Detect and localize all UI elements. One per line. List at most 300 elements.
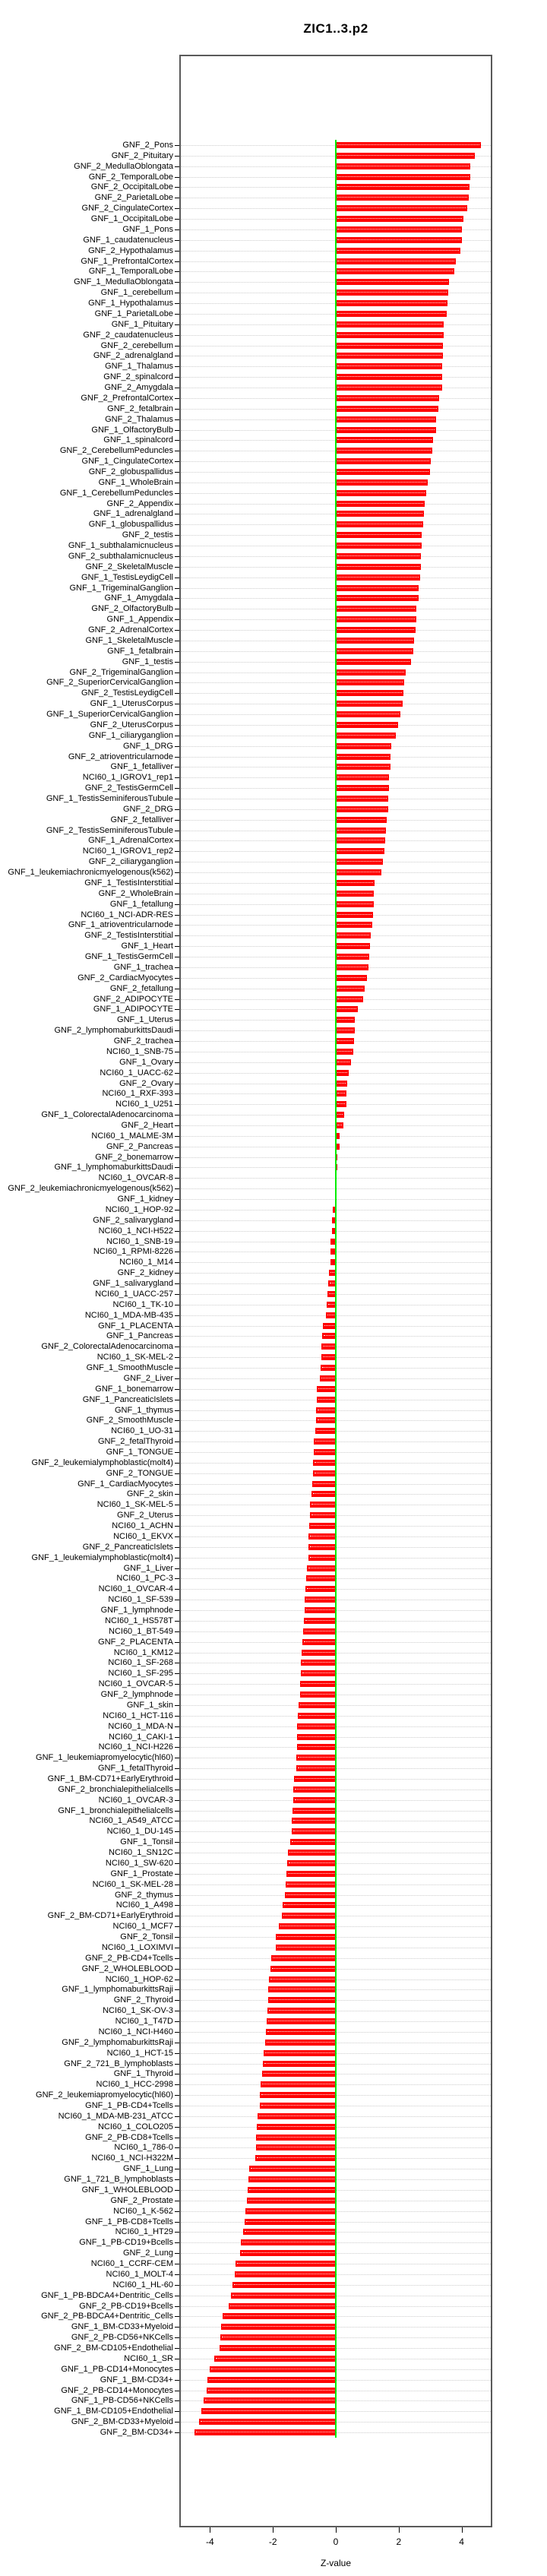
bar-highlight-dots (311, 1525, 334, 1526)
row-tick (175, 1125, 179, 1126)
row-label: GNF_2_Tonsil (120, 1932, 173, 1942)
row-tick (175, 2242, 179, 2243)
row-label: GNF_2_PB-CD56+NKCells (71, 2333, 173, 2343)
bar (299, 1702, 336, 1708)
bar-highlight-dots (306, 1609, 334, 1610)
bar-highlight-dots (337, 144, 479, 145)
row-tick (175, 229, 179, 230)
bar-highlight-dots (330, 1272, 334, 1273)
row-tick (175, 1093, 179, 1094)
bar (336, 638, 414, 644)
bar (308, 1533, 336, 1540)
bar (286, 1881, 336, 1888)
row-label: GNF_1_bonemarrow (95, 1384, 173, 1394)
bar-highlight-dots (337, 355, 441, 356)
row-label: GNF_1_TrigeminalGanglion (69, 583, 173, 593)
row-label: NCI60_1_DU-145 (106, 1827, 173, 1837)
row-tick (175, 282, 179, 283)
x-axis-tick (336, 2527, 337, 2533)
bar-highlight-dots (242, 2252, 334, 2253)
bar-highlight-dots (216, 2358, 334, 2359)
bar-highlight-dots (208, 2390, 334, 2391)
row-label: GNF_1_PB-CD56+NKCells (71, 2396, 173, 2406)
row-label: GNF_1_salivarygland (93, 1279, 173, 1289)
row-label: GNF_2_ColorectalAdenocarcinoma (41, 1342, 173, 1352)
bar-highlight-dots (289, 1852, 334, 1853)
bar-highlight-dots (310, 1557, 334, 1558)
row-tick (175, 1515, 179, 1516)
row-tick (175, 883, 179, 884)
row-tick (175, 1283, 179, 1284)
row-tick (175, 556, 179, 557)
bar-highlight-dots (337, 1051, 352, 1052)
row-tick (175, 1811, 179, 1812)
row-label: GNF_2_spinalcord (103, 372, 173, 382)
bar (336, 880, 375, 886)
bar-highlight-dots (317, 1430, 334, 1431)
row-tick (175, 219, 179, 220)
bar-highlight-dots (234, 2284, 334, 2285)
row-label: GNF_1_cerebellum (100, 288, 173, 298)
row-tick (175, 1062, 179, 1063)
row-label: GNF_1_SuperiorCervicalGanglion (46, 710, 173, 720)
row-tick (175, 493, 179, 494)
row-tick (175, 2116, 179, 2117)
row-label: NCI60_1_SF-539 (108, 1595, 173, 1605)
bar-highlight-dots (337, 735, 394, 736)
row-label: NCI60_1_COLO205 (97, 2122, 173, 2131)
row-label: GNF_1_PB-CD14+Monocytes (61, 2364, 173, 2374)
bar (204, 2397, 336, 2404)
bar (248, 2176, 336, 2182)
row-label: GNF_1_CerebellumPeduncles (59, 488, 173, 498)
row-tick (175, 271, 179, 272)
row-tick (175, 1410, 179, 1411)
row-tick (175, 1673, 179, 1674)
row-tick (175, 261, 179, 262)
bar (320, 1375, 336, 1381)
bar (260, 2092, 336, 2098)
bar-highlight-dots (337, 155, 473, 156)
bar (236, 2261, 336, 2267)
row-label: NCI60_1_HOP-62 (105, 1974, 173, 1984)
bar-highlight-dots (295, 1789, 334, 1790)
row-tick (175, 1315, 179, 1316)
bar-highlight-dots (267, 2031, 334, 2032)
bar-highlight-dots (304, 1641, 334, 1642)
row-tick (175, 1389, 179, 1390)
row-tick (175, 1578, 179, 1579)
bar (296, 1765, 336, 1771)
row-label: GNF_2_subthalamicnucleus (68, 551, 173, 561)
bar-highlight-dots (337, 1040, 353, 1041)
bar-highlight-dots (337, 1008, 356, 1009)
row-label: NCI60_1_SK-MEL-2 (96, 1353, 173, 1362)
bar (207, 2388, 336, 2394)
bar (290, 1839, 336, 1845)
row-label: NCI60_1_MDA-MB-231_ATCC (58, 2111, 173, 2121)
row-tick (175, 925, 179, 926)
bar-highlight-dots (283, 1915, 334, 1916)
bar-highlight-dots (337, 1103, 345, 1104)
row-label: GNF_2_lymphomaburkittsDaudi (54, 1026, 173, 1036)
bar-highlight-dots (337, 513, 422, 514)
row-label: GNF_1_ciliaryganglion (88, 730, 173, 740)
row-tick (175, 1484, 179, 1485)
bar (310, 1512, 336, 1518)
bar-highlight-dots (286, 1894, 334, 1895)
bar-highlight-dots (294, 1810, 334, 1811)
row-label: GNF_1_Liver (123, 1563, 173, 1573)
row-tick (175, 809, 179, 810)
row-label: GNF_1_PB-CD8+Tcells (85, 2217, 173, 2226)
row-label: GNF_1_BM-CD34+ (100, 2375, 173, 2385)
bar (336, 964, 368, 970)
bar (240, 2250, 336, 2256)
row-label: GNF_1_leukemialymphoblastic(molt4) (31, 1552, 173, 1562)
row-tick (175, 2337, 179, 2338)
row-label: GNF_2_fetalbrain (107, 403, 173, 413)
bar-highlight-dots (302, 1683, 334, 1684)
row-tick (175, 2253, 179, 2254)
row-label: GNF_2_CardiacMyocytes (77, 973, 173, 983)
bar (276, 1934, 336, 1940)
row-tick (175, 999, 179, 1000)
row-label: GNF_2_TestisSeminiferousTubule (46, 825, 173, 835)
bar (292, 1808, 336, 1814)
row-tick (175, 1009, 179, 1010)
row-label: GNF_2_TestisGermCell (84, 783, 173, 793)
row-label: GNF_1_fetallung (109, 899, 173, 909)
row-label: NCI60_1_T47D (115, 2017, 173, 2027)
bar-highlight-dots (315, 1451, 334, 1452)
bar (336, 353, 443, 359)
bar-highlight-dots (337, 766, 389, 767)
row-label: NCI60_1_CAKI-1 (109, 1732, 173, 1742)
bar (336, 837, 385, 843)
row-label: GNF_1_UterusCorpus (90, 699, 173, 709)
row-label: NCI60_1_IGROV1_rep2 (82, 847, 173, 856)
row-tick (175, 2084, 179, 2085)
row-label: GNF_1_lymphnode (100, 1606, 173, 1616)
row-label: NCI60_1_PC-3 (116, 1574, 173, 1584)
bar-highlight-dots (337, 376, 441, 377)
row-label: GNF_1_Pituitary (111, 319, 173, 329)
row-label: NCI60_1_HCC-2998 (96, 2080, 173, 2090)
row-tick (175, 335, 179, 336)
bar-highlight-dots (221, 2347, 334, 2348)
bar-highlight-dots (258, 2137, 334, 2138)
row-label: GNF_1_BM-CD105+Endothelial (54, 2407, 173, 2416)
row-tick (175, 1895, 179, 1896)
bar-highlight-dots (337, 239, 460, 240)
row-tick (175, 915, 179, 916)
row-label: GNF_1_Thalamus (105, 362, 173, 372)
row-tick (175, 2274, 179, 2275)
row-label: GNF_2_Hypothalamus (88, 245, 173, 255)
row-label: GNF_2_PB-CD14+Monocytes (61, 2385, 173, 2395)
row-label: GNF_1_CingulateCortex (81, 457, 173, 467)
bar-highlight-dots (322, 1367, 334, 1368)
bar (323, 1323, 336, 1329)
bar (210, 2366, 336, 2372)
bar (336, 184, 470, 190)
row-label: GNF_2_OccipitalLobe (90, 182, 173, 192)
bar (298, 1713, 336, 1719)
bar-highlight-dots (337, 724, 397, 725)
bar (305, 1607, 336, 1613)
row-label: GNF_1_Pons (122, 224, 173, 234)
bar-highlight-dots (337, 882, 373, 883)
bar (336, 385, 442, 391)
bar (336, 659, 411, 665)
row-label: NCI60_1_IGROV1_rep1 (82, 773, 173, 783)
bar (309, 1523, 336, 1529)
row-tick (175, 524, 179, 525)
bar-highlight-dots (289, 1862, 334, 1863)
bar (308, 1544, 336, 1550)
row-tick (175, 777, 179, 778)
row-tick (175, 1547, 179, 1548)
row-tick (175, 1831, 179, 1832)
row-tick (175, 978, 179, 979)
row-tick (175, 2127, 179, 2128)
row-label: GNF_2_OlfactoryBulb (91, 604, 173, 614)
bar-highlight-dots (337, 292, 447, 293)
bar-highlight-dots (337, 281, 447, 282)
row-tick (175, 967, 179, 968)
row-label: GNF_2_Lung (122, 2248, 173, 2258)
row-tick (175, 1273, 179, 1274)
bar (336, 237, 462, 243)
row-tick (175, 1589, 179, 1590)
bar (336, 1017, 355, 1023)
bar (336, 1006, 358, 1012)
bar-highlight-dots (267, 2042, 334, 2043)
bar (336, 848, 384, 854)
bar (336, 268, 454, 274)
row-label: NCI60_1_UACC-62 (100, 1068, 173, 1078)
bar (336, 796, 388, 802)
bar (336, 501, 425, 507)
row-tick (175, 1431, 179, 1432)
row-label: NCI60_1_EKVX (113, 1531, 173, 1541)
row-label: GNF_2_TestisInterstitial (84, 931, 173, 941)
bar (336, 711, 400, 717)
row-tick (175, 1188, 179, 1189)
bar (336, 1081, 347, 1087)
bar (336, 458, 431, 464)
bar (336, 248, 460, 254)
row-tick (175, 1463, 179, 1464)
row-tick (175, 2285, 179, 2286)
row-label: GNF_2_BM-CD105+Endothelial (54, 2343, 173, 2353)
bar (248, 2187, 336, 2193)
row-tick (175, 662, 179, 663)
x-axis-tick (462, 2527, 463, 2533)
bar-highlight-dots (272, 1968, 334, 1969)
row-label: GNF_2_PLACENTA (98, 1637, 173, 1647)
row-label: GNF_2_TemporalLobe (88, 172, 173, 182)
row-label: GNF_2_BM-CD33+Myeloid (71, 2417, 173, 2427)
row-tick (175, 2064, 179, 2065)
row-tick (175, 187, 179, 188)
bar-highlight-dots (299, 1736, 334, 1737)
row-tick (175, 208, 179, 209)
row-label: NCI60_1_NCI-ADR-RES (81, 910, 173, 919)
row-label: NCI60_1_HCT-15 (106, 2048, 173, 2058)
row-label: GNF_1_TestisSeminiferousTubule (46, 794, 173, 803)
row-label: GNF_2_PrefrontalCortex (81, 393, 173, 403)
bar (336, 754, 390, 760)
row-tick (175, 2000, 179, 2001)
bar-highlight-dots (237, 2263, 334, 2264)
bar (304, 1618, 336, 1624)
bar (336, 469, 430, 475)
bar (265, 2040, 336, 2046)
row-label: NCI60_1_MDA-N (108, 1721, 173, 1731)
bar (223, 2313, 336, 2319)
bar-highlight-dots (298, 1757, 334, 1758)
row-tick (175, 1536, 179, 1537)
bar-highlight-dots (270, 1999, 334, 2000)
bar-highlight-dots (337, 914, 372, 915)
bar (312, 1481, 336, 1487)
zero-line (335, 140, 337, 2438)
row-tick (175, 1452, 179, 1453)
row-label: NCI60_1_786-0 (114, 2143, 173, 2153)
row-tick (175, 2095, 179, 2096)
row-tick (175, 409, 179, 410)
x-axis-tick (399, 2527, 400, 2533)
row-tick (175, 1262, 179, 1263)
row-label: GNF_1_BM-CD33+Myeloid (71, 2322, 173, 2332)
bar-highlight-dots (305, 1620, 334, 1621)
bar-highlight-dots (323, 1346, 334, 1347)
bar (336, 363, 442, 369)
row-tick (175, 746, 179, 747)
row-tick (175, 1842, 179, 1843)
row-label: GNF_1_fetalliver (110, 762, 173, 772)
bar (336, 479, 428, 486)
bar (300, 1681, 336, 1687)
row-label: NCI60_1_TK-10 (112, 1299, 173, 1309)
row-label: NCI60_1_MCF7 (112, 1922, 173, 1932)
row-label: GNF_2_Amygdala (104, 383, 173, 393)
bar-highlight-dots (287, 1884, 334, 1885)
bar (310, 1502, 336, 1508)
row-tick (175, 2411, 179, 2412)
bar (321, 1354, 336, 1360)
bar-highlight-dots (337, 703, 401, 704)
row-tick (175, 1104, 179, 1105)
row-label: GNF_1_Ovary (119, 1057, 173, 1067)
bar (293, 1797, 336, 1803)
row-label: NCI60_1_A549_ATCC (89, 1816, 173, 1826)
x-axis-label: Z-value (320, 2558, 351, 2568)
bar (229, 2303, 336, 2309)
bar-highlight-dots (209, 2379, 334, 2380)
row-label: GNF_1_OccipitalLobe (90, 214, 173, 224)
row-label: GNF_1_TestisInterstitial (84, 878, 173, 888)
bar-highlight-dots (337, 661, 409, 662)
row-label: NCI60_1_NCI-H460 (98, 2027, 173, 2036)
row-tick (175, 2369, 179, 2370)
row-tick (175, 1979, 179, 1980)
bar-highlight-dots (284, 1904, 334, 1905)
bar (301, 1660, 336, 1666)
bar (336, 1101, 346, 1107)
bar (336, 1049, 353, 1055)
bar (305, 1597, 336, 1603)
bar-highlight-dots (248, 2200, 334, 2201)
row-label: GNF_2_Heart (121, 1121, 173, 1130)
bar-highlight-dots (337, 197, 467, 198)
row-tick (175, 2021, 179, 2022)
row-label: GNF_2_cerebellum (100, 340, 173, 350)
bar-highlight-dots (310, 1546, 334, 1547)
bar-highlight-dots (337, 977, 365, 978)
row-label: GNF_2_caudatenucleus (83, 330, 173, 340)
bar-highlight-dots (264, 2073, 334, 2074)
bar (336, 828, 386, 834)
row-label: GNF_1_spinalcord (103, 435, 173, 445)
row-label: GNF_2_CerebellumPeduncles (59, 446, 173, 456)
row-label: NCI60_1_SNB-75 (106, 1046, 173, 1056)
bar-highlight-dots (314, 1483, 334, 1484)
bar (336, 975, 367, 981)
row-tick (175, 725, 179, 726)
bar (336, 521, 423, 527)
row-label: GNF_2_Uterus (117, 1511, 173, 1521)
bar (263, 2061, 336, 2067)
row-label: GNF_2_PB-CD4+Tcells (85, 1953, 173, 1963)
bar-highlight-dots (337, 408, 437, 409)
bar-highlight-dots (293, 1820, 334, 1821)
bar (306, 1575, 336, 1581)
row-tick (175, 840, 179, 841)
row-tick (175, 2147, 179, 2148)
row-tick (175, 1494, 179, 1495)
row-tick (175, 946, 179, 947)
row-tick (175, 1737, 179, 1738)
row-label: GNF_1_Hypothalamus (88, 299, 173, 309)
bar-highlight-dots (337, 924, 371, 925)
row-label: GNF_2_lymphnode (100, 1690, 173, 1700)
row-tick (175, 1768, 179, 1769)
row-tick (175, 1684, 179, 1685)
row-tick (175, 567, 179, 568)
row-label: NCI60_1_HL-60 (112, 2280, 173, 2290)
row-tick (175, 2211, 179, 2212)
bar-highlight-dots (302, 1662, 334, 1663)
bar-highlight-dots (337, 503, 423, 504)
row-label: GNF_2_thymus (114, 1890, 173, 1900)
bar-highlight-dots (337, 555, 419, 556)
bar (276, 1945, 336, 1951)
row-label: GNF_2_BM-CD34+ (100, 2428, 173, 2437)
bar-highlight-dots (296, 1778, 334, 1779)
bar-highlight-dots (224, 2315, 334, 2316)
row-label: GNF_2_bronchialepithelialcells (58, 1784, 173, 1794)
bar-highlight-dots (201, 2421, 334, 2422)
bar-highlight-dots (337, 334, 442, 335)
bar-highlight-dots (265, 2052, 334, 2053)
bar (336, 912, 373, 918)
bar (322, 1333, 336, 1339)
bar (336, 627, 416, 633)
bar (336, 1112, 344, 1118)
